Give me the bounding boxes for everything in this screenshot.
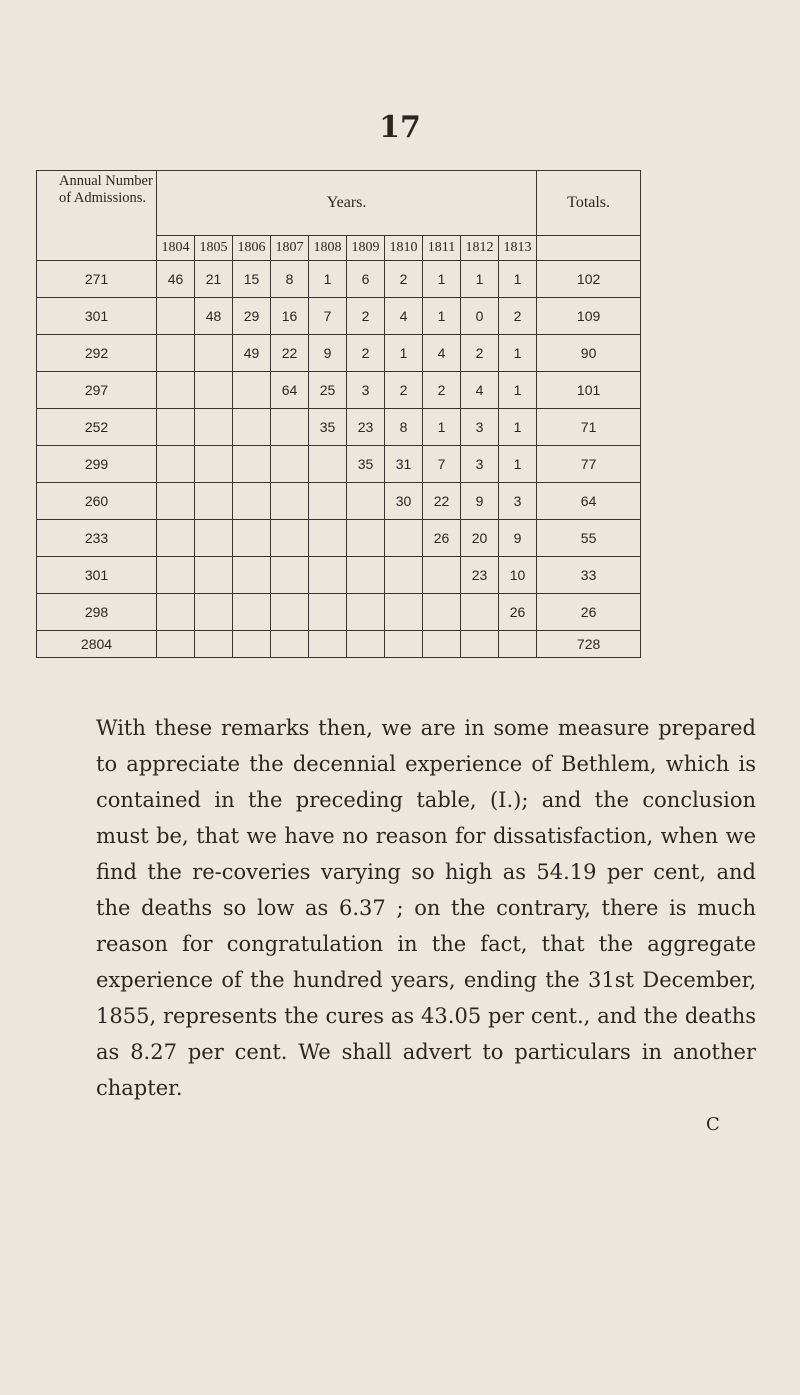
year-cell: 29 (233, 298, 271, 335)
totals-subheader (537, 236, 641, 261)
year-cell (423, 557, 461, 594)
year-cell: 22 (423, 483, 461, 520)
year-cell (195, 483, 233, 520)
year-cell (195, 335, 233, 372)
year-cell: 1 (423, 261, 461, 298)
year-cell (233, 557, 271, 594)
year-cell: 64 (271, 372, 309, 409)
year-cell: 1 (423, 409, 461, 446)
year-cell: 9 (499, 520, 537, 557)
admissions-column-header: Annual Number of Admissions. (37, 171, 157, 261)
year-cell (309, 520, 347, 557)
year-cell: 21 (195, 261, 233, 298)
year-cell (157, 298, 195, 335)
year-cell (157, 372, 195, 409)
body-paragraph (96, 710, 756, 1106)
total-cell: 33 (537, 557, 641, 594)
admissions-cell: 299 (37, 446, 157, 483)
admissions-cell: 252 (37, 409, 157, 446)
year-cell (347, 483, 385, 520)
empty-cell (271, 631, 309, 658)
year-header: 1804 (157, 236, 195, 261)
year-cell (385, 594, 423, 631)
year-cell: 30 (385, 483, 423, 520)
year-cell (271, 520, 309, 557)
year-cell (233, 372, 271, 409)
year-cell (309, 594, 347, 631)
admissions-cell: 298 (37, 594, 157, 631)
year-cell: 1 (499, 446, 537, 483)
year-cell: 2 (347, 298, 385, 335)
grand-total-row (37, 631, 641, 658)
table-row (37, 594, 641, 631)
year-header: 1810 (385, 236, 423, 261)
year-cell: 2 (347, 335, 385, 372)
year-cell: 49 (233, 335, 271, 372)
year-cell (157, 483, 195, 520)
year-cell (271, 594, 309, 631)
year-cell (271, 483, 309, 520)
year-cell (157, 557, 195, 594)
total-cell: 64 (537, 483, 641, 520)
year-cell: 1 (461, 261, 499, 298)
year-cell: 26 (499, 594, 537, 631)
year-cell (309, 557, 347, 594)
year-cell: 2 (385, 372, 423, 409)
year-cell: 1 (499, 409, 537, 446)
year-cell (157, 520, 195, 557)
year-cell (195, 372, 233, 409)
year-cell: 9 (309, 335, 347, 372)
year-cell: 35 (309, 409, 347, 446)
empty-cell (499, 631, 537, 658)
table-row (37, 335, 641, 372)
year-cell: 22 (271, 335, 309, 372)
year-cell (271, 446, 309, 483)
year-cell (195, 557, 233, 594)
year-cell (195, 409, 233, 446)
year-cell: 2 (423, 372, 461, 409)
grand-total-admissions: 2804 (37, 631, 157, 658)
year-cell: 8 (271, 261, 309, 298)
empty-cell (195, 631, 233, 658)
year-cell (157, 335, 195, 372)
year-cell: 3 (461, 446, 499, 483)
year-cell: 9 (461, 483, 499, 520)
year-cell (309, 483, 347, 520)
table-row (37, 409, 641, 446)
year-cell: 25 (309, 372, 347, 409)
year-header: 1806 (233, 236, 271, 261)
year-cell: 2 (385, 261, 423, 298)
year-cell: 16 (271, 298, 309, 335)
year-cell (233, 409, 271, 446)
year-header: 1807 (271, 236, 309, 261)
year-cell: 48 (195, 298, 233, 335)
year-cell (157, 446, 195, 483)
year-cell (233, 483, 271, 520)
total-cell: 90 (537, 335, 641, 372)
admissions-cell: 292 (37, 335, 157, 372)
total-cell: 26 (537, 594, 641, 631)
year-cell: 2 (461, 335, 499, 372)
total-cell: 102 (537, 261, 641, 298)
year-cell: 10 (499, 557, 537, 594)
admissions-cell: 271 (37, 261, 157, 298)
page-number: 17 (379, 110, 421, 145)
totals-column-header: Totals. (537, 171, 641, 236)
table-row (37, 557, 641, 594)
year-cell: 7 (423, 446, 461, 483)
admissions-table (36, 170, 641, 658)
year-cell: 46 (157, 261, 195, 298)
year-cell (309, 446, 347, 483)
year-cell: 31 (385, 446, 423, 483)
year-cell: 1 (309, 261, 347, 298)
empty-cell (385, 631, 423, 658)
total-cell: 55 (537, 520, 641, 557)
year-cell: 23 (461, 557, 499, 594)
paragraph-text: With these remarks then, we are in some measure prepared to appreciate the decennial experience of Bethlem, which is contained in the preceding table, (I.); and the conclusion must be, that we have no reason for dissatisfaction, when we find the re-coveries varying so high as 54.19 per cent, and the deaths so low as 6.37 ; on the contrary, there is much reason for congratulation in the fact, that the aggregate experience of the hundred years, ending the 31st December, 1855, represents the cures as 43.05 per cent., and the deaths as 8.27 per cent. We shall advert to particulars in another chapter. (96, 716, 756, 1100)
year-cell: 4 (385, 298, 423, 335)
table-row (37, 483, 641, 520)
admissions-cell: 297 (37, 372, 157, 409)
year-cell (347, 594, 385, 631)
year-cell (271, 557, 309, 594)
total-cell: 101 (537, 372, 641, 409)
year-cell: 1 (499, 372, 537, 409)
year-header: 1805 (195, 236, 233, 261)
year-cell (461, 594, 499, 631)
year-cell (347, 557, 385, 594)
year-cell: 3 (461, 409, 499, 446)
year-cell (233, 446, 271, 483)
admissions-cell: 301 (37, 298, 157, 335)
year-cell: 35 (347, 446, 385, 483)
year-cell: 26 (423, 520, 461, 557)
year-cell (195, 520, 233, 557)
empty-cell (157, 631, 195, 658)
empty-cell (461, 631, 499, 658)
empty-cell (423, 631, 461, 658)
year-cell: 4 (461, 372, 499, 409)
year-cell: 0 (461, 298, 499, 335)
year-cell: 15 (233, 261, 271, 298)
year-cell: 2 (499, 298, 537, 335)
year-cell (347, 520, 385, 557)
year-header: 1808 (309, 236, 347, 261)
empty-cell (233, 631, 271, 658)
year-header: 1809 (347, 236, 385, 261)
year-cell (157, 409, 195, 446)
table-row (37, 372, 641, 409)
year-cell: 3 (499, 483, 537, 520)
year-cell: 8 (385, 409, 423, 446)
total-cell: 71 (537, 409, 641, 446)
year-cell: 1 (385, 335, 423, 372)
empty-cell (347, 631, 385, 658)
year-cell (423, 594, 461, 631)
total-cell: 109 (537, 298, 641, 335)
year-cell: 1 (499, 261, 537, 298)
year-cell: 23 (347, 409, 385, 446)
table-row (37, 298, 641, 335)
year-header: 1812 (461, 236, 499, 261)
year-cell (271, 409, 309, 446)
year-cell: 6 (347, 261, 385, 298)
year-cell: 4 (423, 335, 461, 372)
year-cell (233, 520, 271, 557)
total-cell: 77 (537, 446, 641, 483)
year-cell (385, 520, 423, 557)
signature-mark: C (706, 1114, 720, 1135)
year-cell: 1 (423, 298, 461, 335)
year-cell: 3 (347, 372, 385, 409)
table-body (37, 261, 641, 658)
year-cell (157, 594, 195, 631)
table-row (37, 446, 641, 483)
year-cell: 1 (499, 335, 537, 372)
table-row (37, 520, 641, 557)
years-column-header: Years. (157, 171, 537, 236)
year-header: 1811 (423, 236, 461, 261)
year-cell (233, 594, 271, 631)
empty-cell (309, 631, 347, 658)
grand-total-value: 728 (537, 631, 641, 658)
admissions-cell: 260 (37, 483, 157, 520)
year-cell (195, 446, 233, 483)
admissions-cell: 233 (37, 520, 157, 557)
year-cell (195, 594, 233, 631)
year-cell (385, 557, 423, 594)
admissions-cell: 301 (37, 557, 157, 594)
year-cell: 7 (309, 298, 347, 335)
year-cell: 20 (461, 520, 499, 557)
year-header: 1813 (499, 236, 537, 261)
table-row (37, 261, 641, 298)
